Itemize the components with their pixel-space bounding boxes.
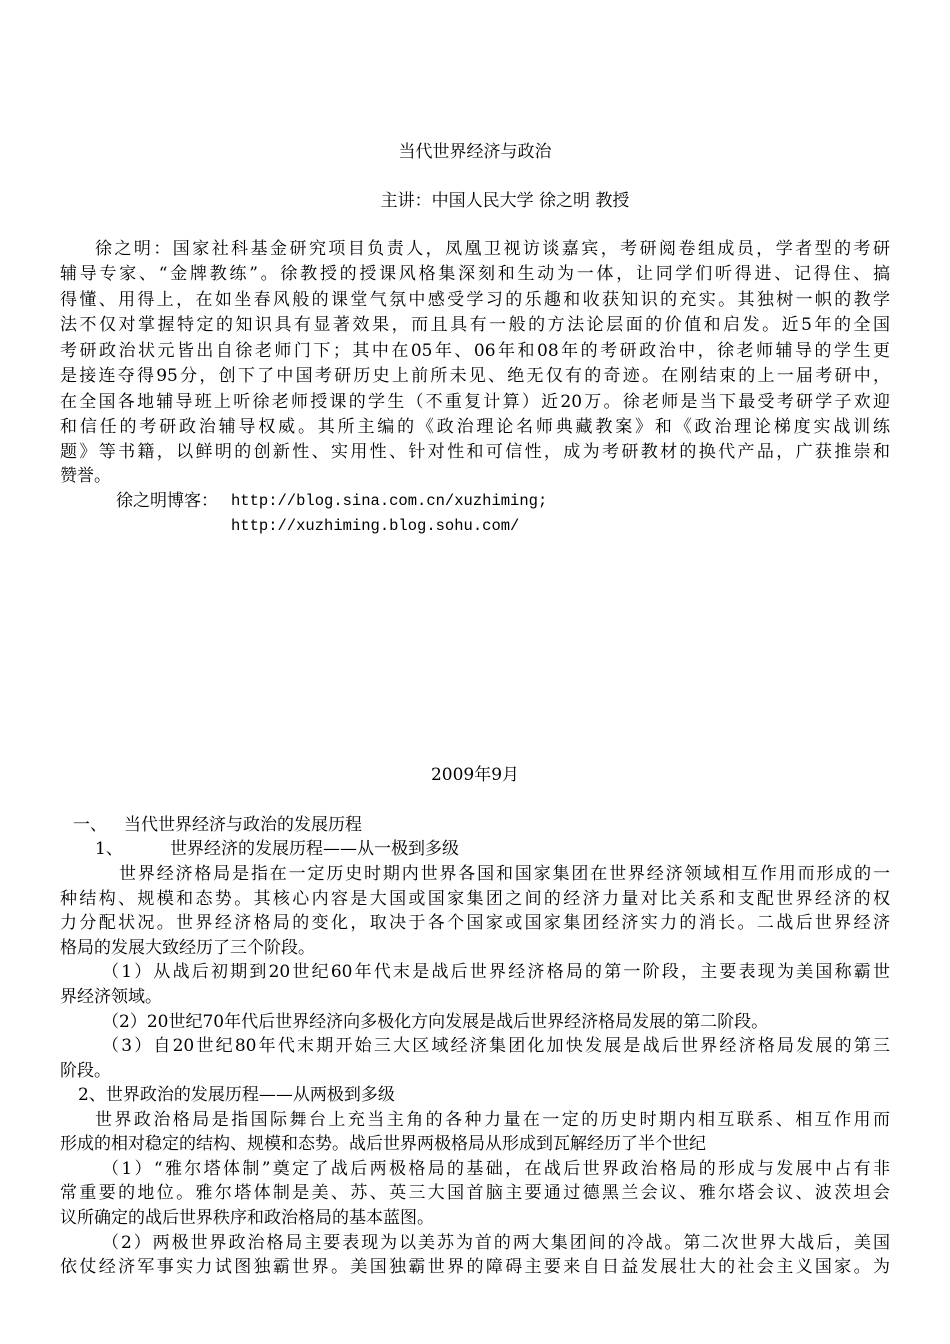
- body-line: 界经济领域。: [60, 987, 162, 1007]
- bio-line: 考研政治状元皆出自徐老师门下；其中在05年、06年和08年的考研政治中，徐老师辅导的学生更: [60, 341, 890, 361]
- body-line: 阶段。: [60, 1061, 111, 1081]
- bio-line: 徐之明：国家社科基金研究项目负责人，凤凰卫视访谈嘉宾，考研阅卷组成员，学者型的考研: [95, 239, 890, 259]
- blog-link-sohu[interactable]: http://xuzhiming.blog.sohu.com/: [231, 517, 520, 535]
- subsection-title: 世界经济的发展历程——从一极到多级: [170, 839, 459, 859]
- section-title: 当代世界经济与政治的发展历程: [124, 815, 362, 835]
- body-line: （1）“雅尔塔体制”奠定了战后两极格局的基础，在战后世界政治格局的形成与发展中占有非: [102, 1159, 890, 1179]
- section-number: 一、: [73, 815, 107, 835]
- blog-label: 徐之明博客：: [116, 491, 218, 511]
- body-line: 格局的发展大致经历了三个阶段。: [60, 938, 315, 958]
- bio-line: 得懂、用得上，在如坐春风般的课堂气氛中感受学习的乐趣和收获知识的充实。其独树一帜的教学: [60, 290, 890, 310]
- body-line: （1）从战后初期到20世纪60年代末是战后世界经济格局的第一阶段，主要表现为美国称霸世: [102, 962, 890, 982]
- bio-line: 在全国各地辅导班上听徐老师授课的学生（不重复计算）近20万。徐老师是当下最受考研学子欢迎: [60, 392, 890, 412]
- bio-line: 法不仅对掌握特定的知识具有显著效果，而且具有一般的方法论层面的价值和启发。近5年的全国: [60, 315, 890, 335]
- body-line: 种结构、规模和态势。其核心内容是大国或国家集团之间的经济力量对比关系和支配世界经济的权: [60, 889, 890, 909]
- body-line: （2）两极世界政治格局主要表现为以美苏为首的两大集团间的冷战。第二次世界大战后，美国: [102, 1233, 890, 1253]
- body-line: 形成的相对稳定的结构、规模和态势。战后世界两极格局从形成到瓦解经历了半个世纪: [60, 1134, 706, 1154]
- body-line: （2）20世纪70年代后世界经济向多极化方向发展是战后世界经济格局发展的第二阶段。: [102, 1012, 769, 1032]
- bio-line: 赞誉。: [60, 466, 111, 486]
- document-title: 当代世界经济与政治: [398, 142, 552, 162]
- document-date: 2009年9月: [430, 765, 520, 785]
- body-line: 力分配状况。世界经济格局的变化，取决于各个国家或国家集团经济实力的消长。二战后世界经济: [60, 913, 890, 933]
- bio-line: 题》等书籍，以鲜明的创新性、实用性、针对性和可信性，成为考研教材的换代产品，广获推崇和: [60, 442, 890, 462]
- body-line: 常重要的地位。雅尔塔体制是美、苏、英三大国首脑主要通过德黑兰会议、雅尔塔会议、波茨坦会: [60, 1183, 890, 1203]
- body-line: 依仗经济军事实力试图独霸世界。美国独霸世界的障碍主要来自日益发展壮大的社会主义国家。为: [60, 1257, 890, 1277]
- body-line: 议所确定的战后世界秩序和政治格局的基本蓝图。: [60, 1208, 434, 1228]
- bio-line: 辅导专家、“金牌教练”。徐教授的授课风格集深刻和生动为一体，让同学们听得进、记得住、搞: [60, 264, 890, 284]
- bio-line: 和信任的考研政治辅导权威。其所主编的《政治理论名师典藏教案》和《政治理论梯度实战训练: [60, 417, 890, 437]
- subsection-number: 1、: [95, 839, 123, 859]
- bio-line: 是接连夺得95分，创下了中国考研历史上前所未见、绝无仅有的奇迹。在刚结束的上一届考研中，: [60, 366, 890, 386]
- body-line: 世界经济格局是指在一定历史时期内世界各国和国家集团在世界经济领域相互作用而形成的一: [119, 864, 890, 884]
- subsection-heading: 2、世界政治的发展历程——从两极到多级: [78, 1085, 395, 1105]
- body-line: 世界政治格局是指国际舞台上充当主角的各种力量在一定的历史时期内相互联系、相互作用而: [95, 1110, 890, 1130]
- lecturer-line: 主讲：中国人民大学 徐之明 教授: [380, 191, 630, 211]
- body-line: （3）自20世纪80年代末期开始三大区域经济集团化加快发展是战后世界经济格局发展的第三: [102, 1036, 890, 1056]
- blog-link-sina[interactable]: http://blog.sina.com.cn/xuzhiming;: [231, 492, 548, 510]
